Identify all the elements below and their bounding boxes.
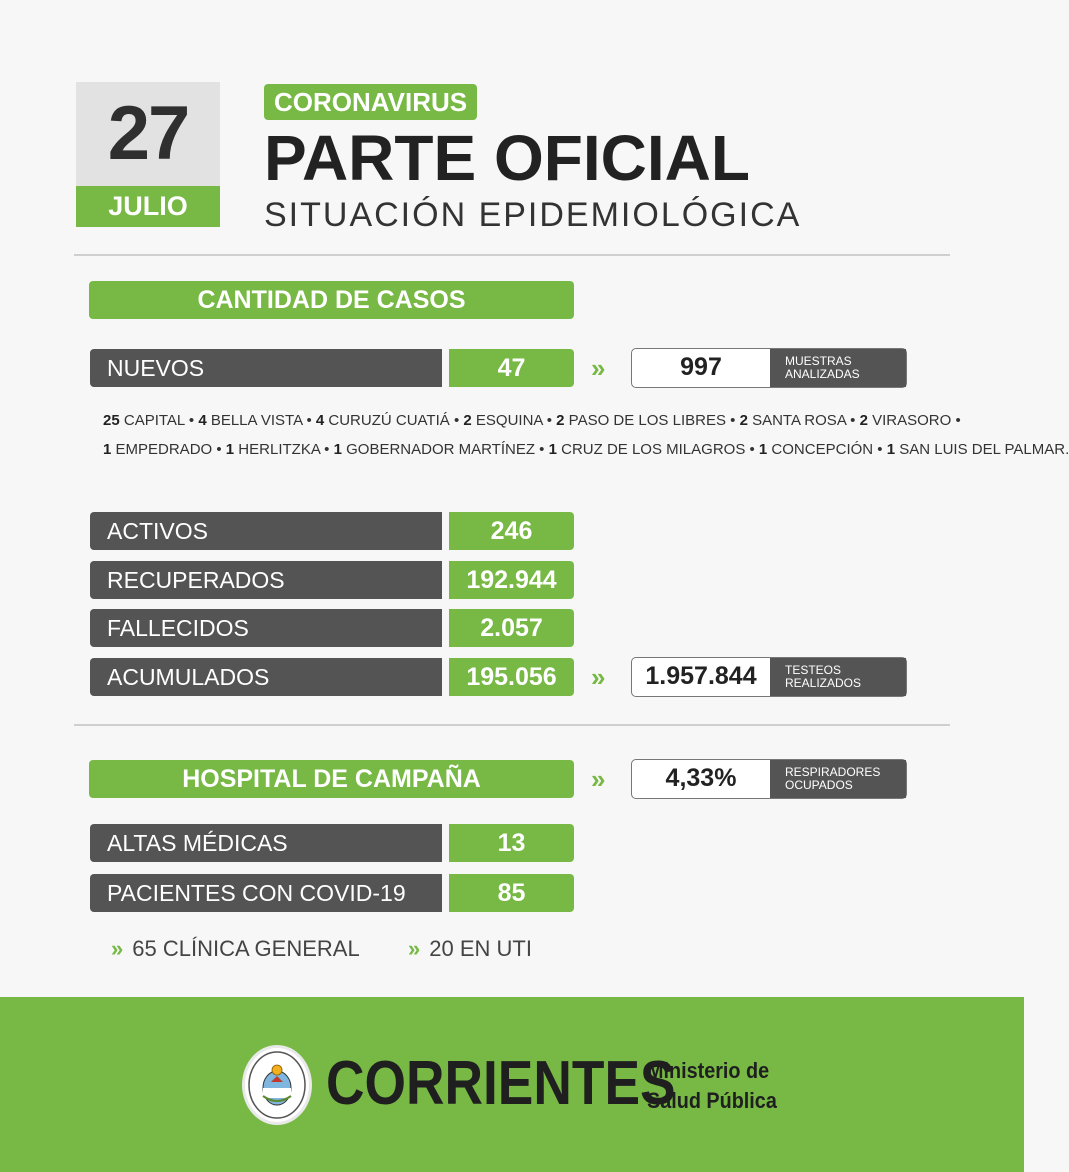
bullet-separator: •: [725, 412, 740, 429]
detail-line-1: [103, 412, 961, 429]
bullet-separator: •: [212, 441, 226, 458]
recuperados-label: RECUPERADOS: [90, 561, 442, 599]
bullet-separator: •: [745, 441, 759, 458]
bullet-separator: •: [320, 441, 334, 458]
nuevos-value: 47: [449, 349, 574, 387]
respiradores-label: RESPIRADORES OCUPADOS: [770, 760, 906, 798]
bullet-separator: •: [951, 412, 961, 429]
muestras-box: [631, 348, 907, 388]
case-location-item: 1 CONCEPCIÓN: [758, 441, 874, 458]
respiradores-box: [631, 759, 907, 799]
testeos-box: [631, 657, 907, 697]
bullet-separator: •: [302, 412, 316, 429]
case-location-item: 1 SAN LUIS DEL PALMAR.: [886, 441, 1069, 458]
nuevos-label: NUEVOS: [90, 349, 442, 387]
respiradores-value: 4,33%: [665, 764, 737, 792]
bullet-separator: •: [542, 412, 557, 429]
case-location-item: 4 CURUZÚ CUATIÁ: [315, 412, 450, 429]
page-subtitle: SITUACIÓN EPIDEMIOLÓGICA: [264, 196, 802, 234]
chevron-right-icon: »: [591, 662, 600, 692]
activos-value: 246: [449, 512, 574, 550]
muestras-value: 997: [680, 353, 722, 381]
date-day: 27: [107, 91, 189, 176]
muestras-label: MUESTRAS ANALIZADAS: [770, 349, 906, 387]
divider-middle: [74, 724, 950, 726]
fallecidos-value: 2.057: [449, 609, 574, 647]
pacientes-label: PACIENTES CON COVID-19: [90, 874, 442, 912]
bullet-separator: •: [873, 441, 887, 458]
chevron-right-icon: »: [408, 936, 416, 961]
page-title: PARTE OFICIAL: [264, 122, 750, 194]
chevron-right-icon: »: [591, 764, 600, 794]
testeos-label: TESTEOS REALIZADOS: [770, 658, 906, 696]
bullet-separator: •: [846, 412, 860, 429]
sub-clinica: » 65 CLÍNICA GENERAL: [111, 936, 360, 961]
case-location-item: 2 ESQUINA: [463, 412, 543, 429]
sub-uti: » 20 EN UTI: [408, 936, 532, 961]
bullet-separator: •: [449, 412, 464, 429]
acumulados-value: 195.056: [449, 658, 574, 696]
province-seal-logo: [242, 1045, 312, 1125]
acumulados-label: ACUMULADOS: [90, 658, 442, 696]
case-location-item: 2 PASO DE LOS LIBRES: [556, 412, 726, 429]
date-month: JULIO: [76, 186, 220, 227]
case-location-item: 2 VIRASORO: [859, 412, 952, 429]
case-location-item: 1 EMPEDRADO: [103, 441, 213, 458]
detail-line-2: [103, 441, 1069, 458]
bullet-separator: •: [184, 412, 199, 429]
altas-label: ALTAS MÉDICAS: [90, 824, 442, 862]
coronavirus-tag: CORONAVIRUS: [264, 84, 477, 120]
brand-corrientes: CORRIENTES: [326, 1049, 676, 1118]
ministry-name: Ministerio de Salud Pública: [647, 1058, 777, 1113]
section-title-hospital: HOSPITAL DE CAMPAÑA: [89, 760, 574, 798]
section-title-casos: CANTIDAD DE CASOS: [89, 281, 574, 319]
case-location-item: 25 CAPITAL: [103, 412, 185, 429]
recuperados-value: 192.944: [449, 561, 574, 599]
activos-label: ACTIVOS: [90, 512, 442, 550]
bullet-separator: •: [535, 441, 549, 458]
altas-value: 13: [449, 824, 574, 862]
chevron-right-icon: »: [591, 353, 600, 383]
testeos-value: 1.957.844: [645, 662, 757, 690]
case-location-item: 4 BELLA VISTA: [198, 412, 303, 429]
case-location-item: 2 SANTA ROSA: [739, 412, 846, 429]
chevron-right-icon: »: [111, 936, 119, 961]
pacientes-value: 85: [449, 874, 574, 912]
fallecidos-label: FALLECIDOS: [90, 609, 442, 647]
case-location-item: 1 HERLITZKA: [225, 441, 320, 458]
case-location-item: 1 GOBERNADOR MARTÍNEZ: [333, 441, 536, 458]
case-location-item: 1 CRUZ DE LOS MILAGROS: [548, 441, 746, 458]
divider-top: [74, 254, 950, 256]
